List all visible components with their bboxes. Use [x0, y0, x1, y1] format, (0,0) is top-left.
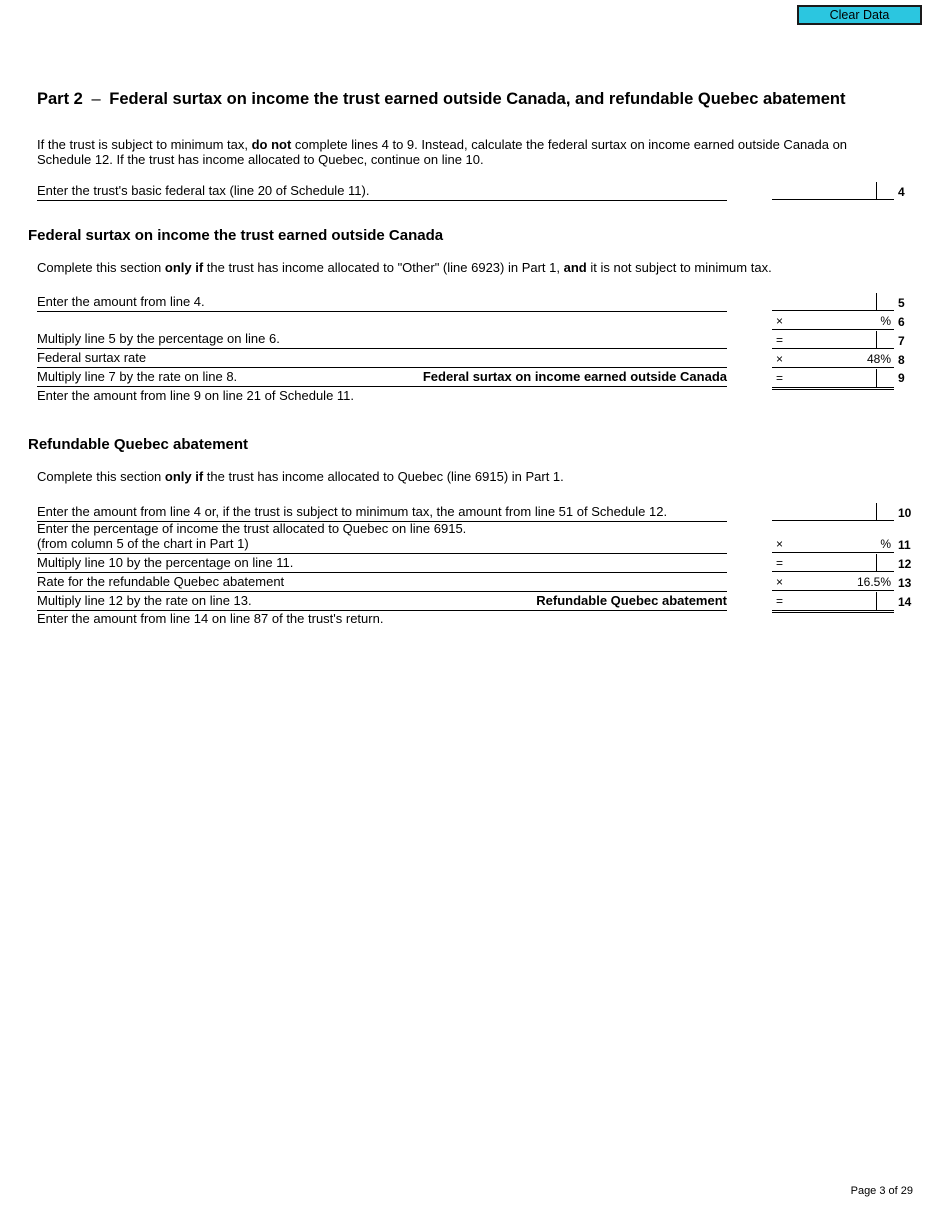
line5-number: 5	[898, 296, 905, 310]
line8-rate-field	[772, 350, 894, 368]
s1-note-e: it is not subject to minimum tax.	[586, 260, 772, 275]
line9-bold-label: Federal surtax on income earned outside Canada	[422, 369, 727, 384]
line7-label	[37, 331, 727, 349]
line12-amount-field[interactable]	[772, 554, 894, 572]
line7-op: =	[776, 333, 784, 347]
intro-part2: complete lines 4 to 9. Instead, calculate the federal surtax on income earned outside Canada on Schedule 12. If the trust has income allocated to Quebec, continue on line 10.	[37, 137, 848, 167]
line12-text: Multiply line 10 by the percentage on line 11.	[37, 555, 294, 570]
line5-label	[37, 294, 727, 312]
line8-number: 8	[898, 353, 905, 367]
line9-amount-field[interactable]	[772, 369, 894, 390]
page-title	[37, 90, 846, 109]
line8-label	[37, 350, 727, 368]
line4-number: 4	[898, 185, 905, 199]
line13-rate-field	[772, 573, 894, 591]
line11-text2: (from column 5 of the chart in Part 1)	[37, 536, 249, 551]
line8-value: 48%	[866, 352, 891, 366]
s2-note-b: only if	[164, 469, 204, 484]
line9-number: 9	[898, 371, 905, 385]
page-number: Page 3 of 29	[850, 1185, 913, 1197]
line8-op: ×	[776, 352, 784, 366]
line4-text: Enter the trust's basic federal tax (line 20 of Schedule 11).	[37, 183, 370, 198]
line10-amount-field[interactable]	[772, 503, 894, 521]
line7-number: 7	[898, 334, 905, 348]
line5-text: Enter the amount from line 4.	[37, 294, 205, 309]
s2-note-c: the trust has income allocated to Quebec (line 6915) in Part 1.	[203, 469, 564, 484]
line13-op: ×	[776, 575, 784, 589]
line14-bold-label: Refundable Quebec abatement	[536, 593, 727, 608]
line14-label	[37, 593, 727, 611]
line13-number: 13	[898, 576, 912, 590]
line8-text: Federal surtax rate	[37, 350, 147, 365]
s1-note-a: Complete this section	[37, 260, 165, 275]
line14-number: 14	[898, 595, 912, 609]
title-dash: –	[91, 90, 101, 108]
line9-label	[37, 369, 727, 387]
line13-text: Rate for the refundable Quebec abatement	[37, 574, 285, 589]
s1-note-b: only if	[164, 260, 204, 275]
line14-text: Multiply line 12 by the rate on line 13.	[37, 593, 252, 608]
intro-paragraph	[37, 137, 857, 167]
section2-heading: Refundable Quebec abatement	[28, 436, 249, 453]
section1-note	[37, 260, 857, 275]
line13-label	[37, 574, 727, 592]
part-label: Part 2	[37, 90, 83, 108]
s1-note-c: the trust has income allocated to "Other" (line 6923) in Part 1,	[203, 260, 564, 275]
line14-op: =	[776, 594, 784, 608]
line10-text: Enter the amount from line 4 or, if the trust is subject to minimum tax, the amount from line 51 of Schedule 12.	[37, 504, 668, 519]
line14-amount-field[interactable]	[772, 592, 894, 613]
line11-op: ×	[776, 537, 784, 551]
line11-unit: %	[880, 537, 891, 551]
line12-op: =	[776, 556, 784, 570]
intro-part1: If the trust is subject to minimum tax,	[37, 137, 252, 152]
line9-text: Multiply line 7 by the rate on line 8.	[37, 369, 238, 384]
section1-heading: Federal surtax on income the trust earned outside Canada	[28, 227, 444, 244]
line5-amount-field[interactable]	[772, 293, 894, 311]
line12-number: 12	[898, 557, 912, 571]
line10-number: 10	[898, 506, 912, 520]
section2-after: Enter the amount from line 14 on line 87 of the trust's return.	[37, 611, 384, 626]
line11-percent-field[interactable]	[772, 535, 894, 553]
intro-bold: do not	[251, 137, 292, 152]
title-text: Federal surtax on income the trust earned outside Canada, and refundable Quebec abatement	[109, 90, 846, 108]
section1-after: Enter the amount from line 9 on line 21 of Schedule 11.	[37, 388, 355, 403]
clear-data-button[interactable]: Clear Data	[797, 5, 922, 25]
line7-amount-field[interactable]	[772, 331, 894, 349]
section2-note	[37, 469, 857, 484]
line12-label	[37, 555, 727, 573]
line6-unit: %	[880, 314, 891, 328]
line11-text1: Enter the percentage of income the trust allocated to Quebec on line 6915.	[37, 521, 467, 536]
line4-amount-field[interactable]	[772, 182, 894, 200]
line13-value: 16.5%	[856, 575, 891, 589]
line6-op: ×	[776, 314, 784, 328]
line9-op: =	[776, 371, 784, 385]
s1-note-d: and	[563, 260, 587, 275]
line11-label	[37, 521, 727, 554]
s2-note-a: Complete this section	[37, 469, 165, 484]
line4-label	[37, 183, 727, 201]
line7-text: Multiply line 5 by the percentage on line 6.	[37, 331, 280, 346]
line6-number: 6	[898, 315, 905, 329]
line11-number: 11	[898, 538, 911, 552]
line10-label	[37, 504, 727, 522]
line6-percent-field[interactable]	[772, 312, 894, 330]
